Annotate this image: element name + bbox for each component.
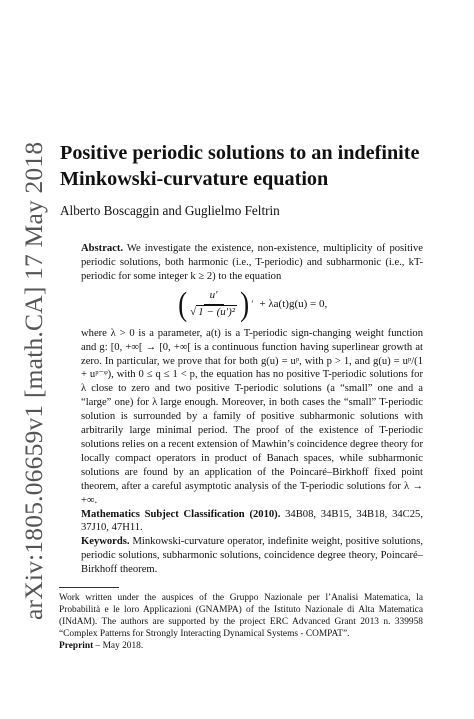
keywords-label: Keywords. xyxy=(81,536,130,548)
equation-denominator: 1 − (u′)² xyxy=(198,306,236,319)
sqrt-icon: √ xyxy=(190,306,197,319)
preprint-line xyxy=(59,640,423,652)
paper-title xyxy=(60,140,440,192)
footnote-text: Work written under the auspices of the Gruppo Nazionale per l’Analisi Matematica, la Probabilità e le loro Applicazioni (GNAMPA) of the Istituto Nazionale di Alta Matematica (INdAM). The authors are supported by the project ERC Advanced Grant 2013 n. 339958 “Complex Patterns for Strongly Interacting Dynamical Systems - COMPAT”. xyxy=(59,593,423,639)
keywords-section xyxy=(81,535,423,577)
equation-numerator: u′ xyxy=(204,289,224,305)
abstract-label: Abstract. xyxy=(81,243,124,254)
equation-fraction xyxy=(190,289,237,320)
abstract-section xyxy=(81,242,423,577)
abstract-paragraph-1 xyxy=(81,242,423,284)
equation-prime: ′ xyxy=(251,298,254,309)
main-equation: ( $\frac{u'}{\text{√ 1 − (u′)²}}$ ) ′ + λa(t)g(u) = 0, xyxy=(177,285,328,323)
msc-codes: 34B08, 34B15, 34B18, 34C25, 37J10, 47H11. xyxy=(81,508,423,534)
equation-rest: + λa(t)g(u) = 0, xyxy=(259,297,328,310)
abstract-paragraph-2: where λ > 0 is a parameter, a(t) is a T-periodic sign-changing weight function and g: [0, +∞[ → [0, +∞[ is a continuous function having superlinear growth at zero. In particular, we prove that for both g(u) = uᵖ, with p > 1, and g(u) = uᵖ/(1 + uᵖ⁻ᵠ), with 0 ≤ q ≤ 1 < p, the equation has no positive T-periodic solutions for λ close to zero and two positive T-periodic solutions (a “small” one and a “large” one) for λ large enough. Moreover, in both cases the “small” T-periodic solution is surrounded by a family of positive subharmonic solutions with arbitrarily large minimal period. The proof of the existence of T-periodic solutions relies on a recent extension of Mawhin’s coincidence degree theory for locally compact operators in product of Banach spaces, while subharmonic solutions are found by an application of the Poincaré–Birkhoff fixed point theorem, after a careful asymptotic analysis of the T-periodic solutions for λ → +∞. xyxy=(81,327,423,506)
paper-authors: Alberto Boscaggin and Guglielmo Feltrin xyxy=(60,203,280,218)
keywords-text: Minkowski-curvature operator, indefinite weight, positive solutions, periodic solutions, subharmonic solutions, coincidence degree theory, Poincaré–Birkhoff theorem. xyxy=(81,536,423,576)
preprint-date: – May 2018. xyxy=(93,641,144,651)
footnote xyxy=(59,592,423,652)
title-line-1: Positive periodic solutions to an indefinite xyxy=(60,142,420,164)
abstract-text-1: We investigate the existence, non-existence, multiplicity of positive periodic solutions, both harmonic (i.e., T-periodic) and subharmonic (i.e., kT-periodic for some integer k ≥ 2) to the equation xyxy=(81,243,423,282)
arxiv-stamp-text: arXiv:1805.06659v1 [math.CA] 17 May 2018 xyxy=(19,141,48,620)
title-line-2: Minkowski-curvature equation xyxy=(60,168,329,190)
msc-section xyxy=(81,508,423,536)
footnote-divider xyxy=(59,587,119,588)
preprint-label: Preprint xyxy=(59,641,94,651)
msc-label: Mathematics Subject Classification (2010). xyxy=(81,508,281,520)
